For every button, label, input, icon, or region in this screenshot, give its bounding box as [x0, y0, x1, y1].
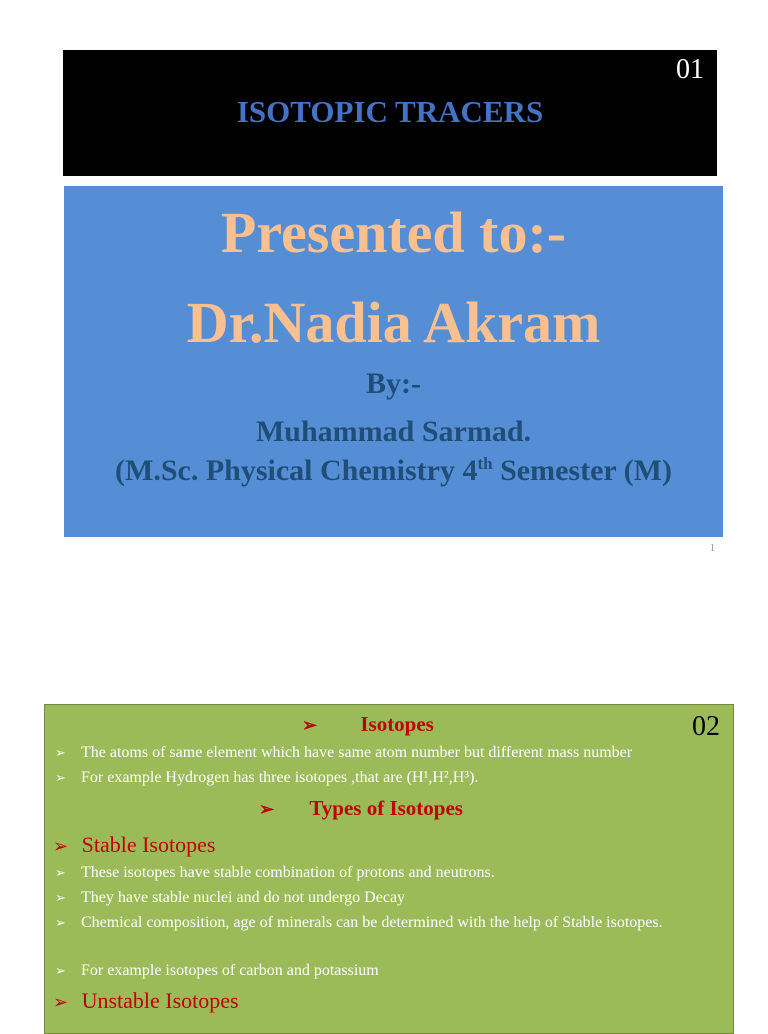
types-heading-text: Types of Isotopes — [309, 796, 463, 820]
stable-heading — [53, 832, 215, 858]
program-prefix: (M.Sc. Physical Chemistry 4 — [115, 454, 478, 487]
list-item-text: For example isotopes of carbon and potassium — [81, 962, 379, 979]
unstable-heading-text: Unstable Isotopes — [81, 988, 239, 1013]
unstable-heading — [53, 988, 239, 1014]
list-item — [55, 912, 710, 934]
arrow-bullet-icon: ➢ — [302, 715, 318, 735]
slide-number-2: 02 — [692, 711, 720, 742]
program-superscript: th — [477, 454, 493, 473]
slide-number: 01 — [676, 54, 704, 85]
program-line — [64, 454, 723, 488]
bullet-icon: ➢ — [55, 963, 66, 978]
by-label: By:- — [366, 367, 421, 400]
bullet-icon: ➢ — [55, 865, 66, 880]
program-suffix: Semester (M) — [492, 454, 672, 487]
bullet-icon: ➢ — [55, 745, 66, 760]
isotopes-heading — [302, 712, 434, 737]
list-item-text: Chemical composition, age of minerals can be determined with the help of Stable isotopes. — [81, 914, 663, 931]
types-heading — [259, 796, 463, 821]
list-item-text: They have stable nuclei and do not undergo Decay — [81, 889, 406, 906]
list-item-text: These isotopes have stable combination of protons and neutrons. — [81, 864, 495, 881]
arrow-bullet-icon: ➢ — [53, 836, 69, 856]
isotopes-heading-text: Isotopes — [360, 712, 434, 736]
presented-to-heading: Presented to:- — [220, 200, 567, 265]
stable-heading-text: Stable Isotopes — [81, 832, 216, 857]
bullet-icon: ➢ — [55, 890, 66, 905]
list-item-text: For example Hydrogen has three isotopes ,that are (H¹,H²,H³). — [81, 769, 479, 786]
page-number: 1 — [710, 543, 715, 554]
list-item — [55, 887, 710, 909]
arrow-bullet-icon: ➢ — [53, 992, 69, 1012]
bullet-icon: ➢ — [55, 915, 66, 930]
bullet-icon: ➢ — [55, 770, 66, 785]
slide-title: ISOTOPIC TRACERS — [236, 94, 544, 129]
list-item — [55, 960, 710, 982]
presenter-name: Muhammad Sarmad. — [255, 415, 532, 448]
recipient-name: Dr.Nadia Akram — [186, 290, 601, 355]
list-item — [55, 767, 710, 789]
list-item — [55, 742, 710, 764]
presenter-panel — [64, 186, 723, 537]
list-item — [55, 862, 710, 884]
title-bar — [63, 50, 717, 176]
arrow-bullet-icon: ➢ — [259, 799, 275, 819]
isotopes-slide — [44, 704, 734, 1034]
list-item-text: The atoms of same element which have same atom number but different mass number — [81, 744, 633, 761]
